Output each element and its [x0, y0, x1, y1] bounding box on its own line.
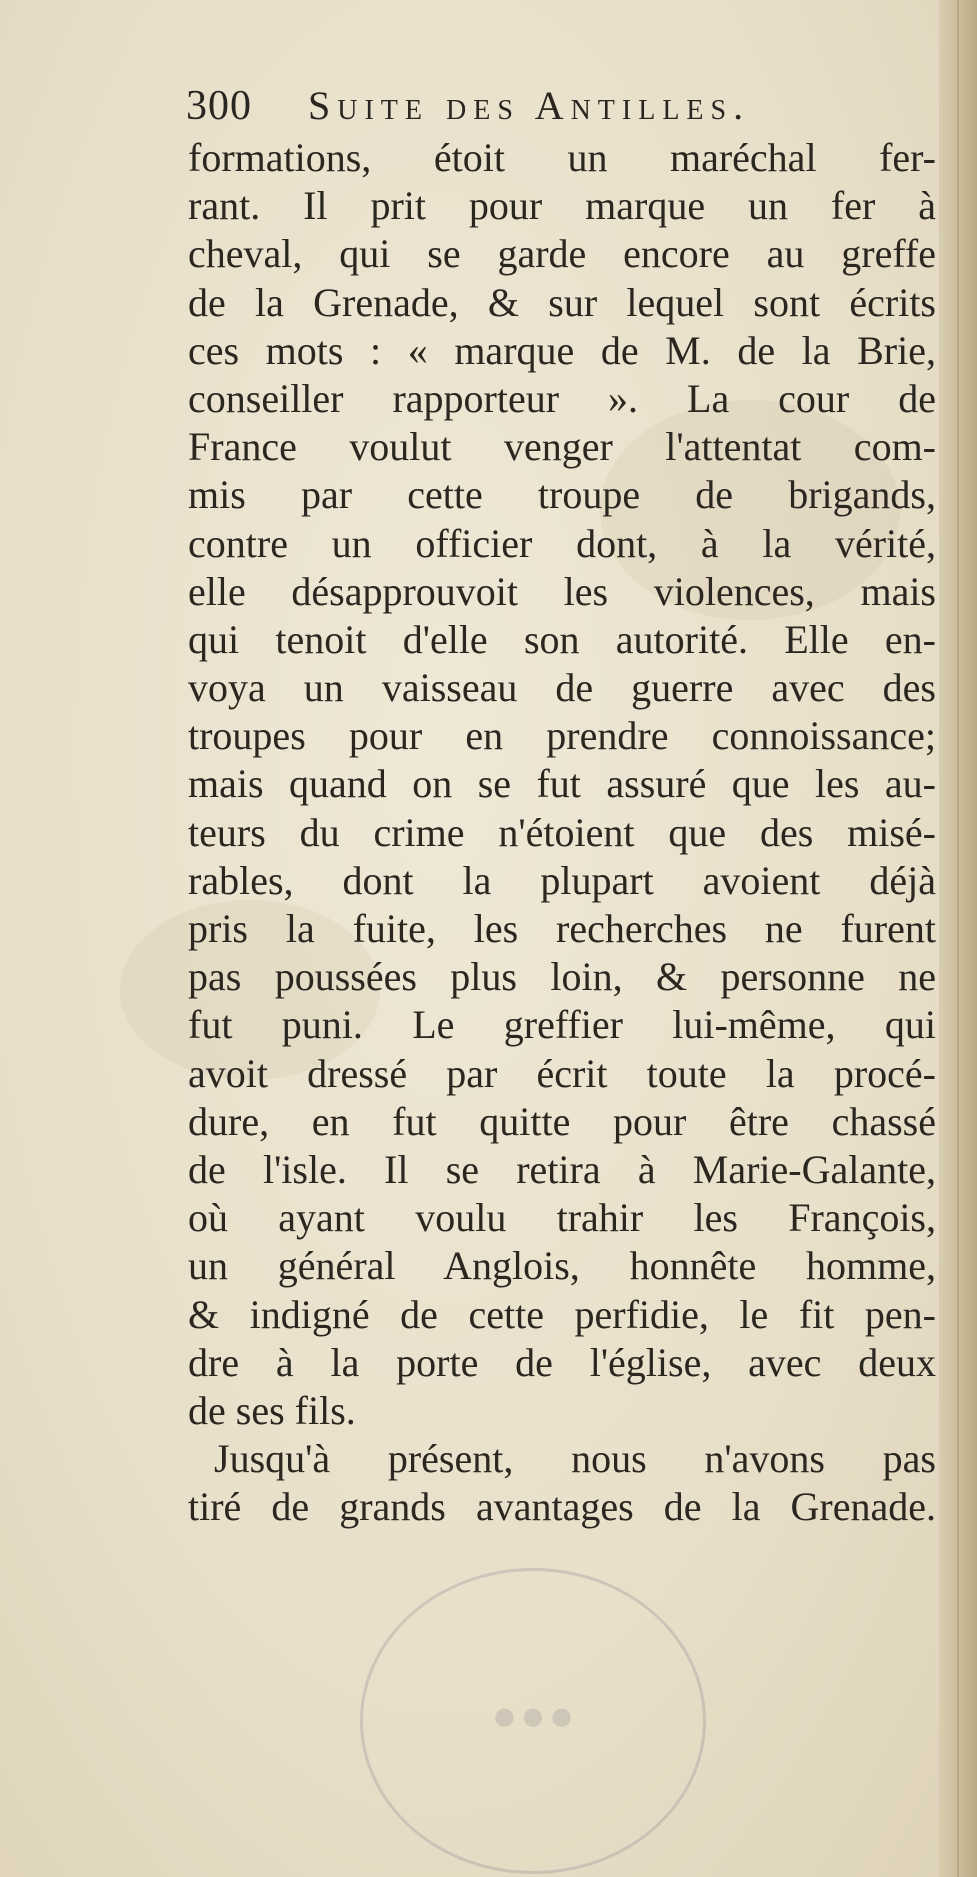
text-line: formations, étoit un maréchal fer-: [188, 135, 936, 180]
library-stamp: [360, 1568, 706, 1874]
text-line: rant. Il prit pour marque un fer à: [188, 183, 936, 229]
text-line: de ses fils.: [188, 1387, 356, 1433]
text-line: elle désapprouvoit les violences, mais: [188, 568, 936, 614]
text-line: contre un officier dont, à la vérité,: [188, 520, 936, 566]
text-line: troupes pour en prendre connoissance;: [188, 713, 936, 759]
text-line: mais quand on se fut assuré que les au-: [188, 761, 936, 807]
text-line: rables, dont la plupart avoient déjà: [188, 857, 936, 903]
text-line: ces mots : « marque de M. de la Brie,: [188, 327, 936, 373]
body-text: [188, 134, 936, 1531]
text-line: dure, en fut quitte pour être chassé: [188, 1098, 936, 1144]
page-number: 300: [186, 83, 252, 129]
text-line: fut puni. Le greffier lui-même, qui: [188, 1002, 936, 1048]
text-line: conseiller rapporteur ». La cour de: [188, 375, 936, 421]
text-line: dre à la porte de l'église, avec deux: [188, 1339, 936, 1385]
text-line: de la Grenade, & sur lequel sont écrits: [188, 279, 936, 325]
text-line: pas poussées plus loin, & personne ne: [188, 954, 936, 1000]
text-line: un général Anglois, honnête homme,: [188, 1243, 936, 1289]
spine-edge: [957, 0, 959, 1877]
text-line: où ayant voulu trahir les François,: [188, 1195, 936, 1241]
stamp-mark: ● ● ●: [493, 1702, 573, 1730]
text-line: pris la fuite, les recherches ne furent: [188, 906, 936, 951]
text-line: qui tenoit d'elle son autorité. Elle en-: [188, 616, 936, 662]
text-line: & indigné de cette perfidie, le fit pen-: [188, 1291, 936, 1337]
text-line: teurs du crime n'étoient que des misé-: [188, 809, 936, 855]
text-line: Jusqu'à présent, nous n'avons pas: [214, 1436, 936, 1482]
running-head: Suite des Antilles.: [308, 83, 751, 128]
page-header: [186, 80, 886, 140]
text-line: mis par cette troupe de brigands,: [188, 472, 936, 518]
text-line: de l'isle. Il se retira à Marie-Galante,: [188, 1146, 936, 1192]
text-line: avoit dressé par écrit toute la procé-: [188, 1050, 936, 1096]
text-line: tiré de grands avantages de la Grenade.: [188, 1484, 936, 1530]
text-line: cheval, qui se garde encore au greffe: [188, 231, 936, 277]
text-line: France voulut venger l'attentat com-: [188, 424, 936, 470]
text-line: voya un vaisseau de guerre avec des: [188, 665, 936, 711]
